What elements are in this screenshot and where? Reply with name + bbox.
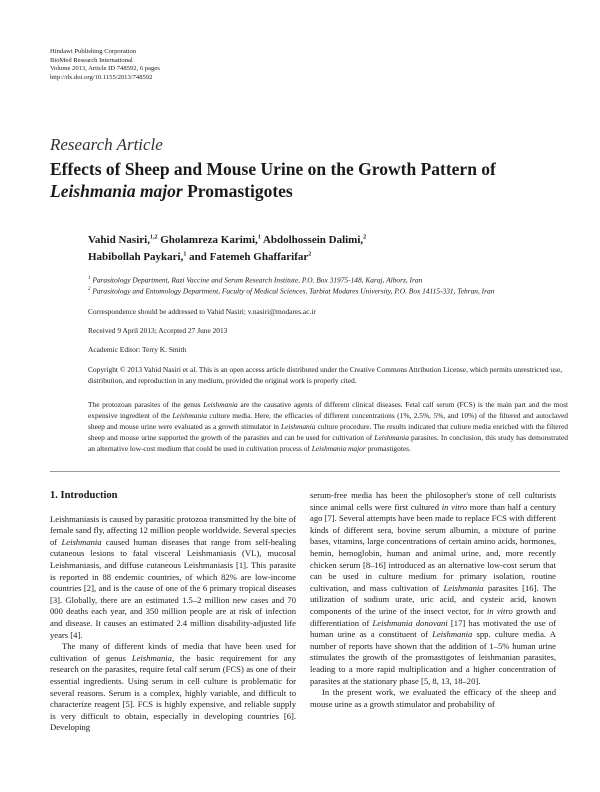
abstract [88, 399, 568, 454]
author-affiliation-sup: 1 [183, 251, 187, 258]
body-italic: Leishmania donovani [372, 617, 448, 628]
body-italic: Leishmania [432, 629, 473, 640]
author-affiliation-sup: 2 [308, 251, 312, 258]
author-name: Abdolhossein Dalimi, [260, 234, 364, 246]
copyright-notice: Copyright © 2013 Vahid Nasiri et al. This is an open access article distributed under the Creative Commons Attribution License, which permits unrestricted use, distribution, and reproduction in any medium, provided the original work is properly cited. [88, 364, 563, 385]
affiliation-number: 1 [88, 276, 91, 281]
body-text: In the present work, we evaluated the efficacy of the sheep and mouse urine as a growth stimulator and probability of [310, 687, 556, 709]
volume-info: Volume 2013, Article ID 748592, 6 pages [50, 65, 160, 73]
body-italic: Leishmania [443, 582, 484, 593]
section-divider [50, 471, 560, 472]
body-italic: in vitro [441, 501, 468, 512]
abstract-italic: Leishmania [203, 399, 238, 409]
body-text: , the basic requirement for any research on the parasites, require fetal calf serum (FCS) as one of their essential ingredients. Using serum in cell culture is problematic for several reasons. Serum is a complex, highly variable, and difficult to characterize reagent [5]. FCS is highly expensive, and reliable supply is very difficult to obtain, especially in developing countries [6]. Developing [50, 652, 296, 733]
journal-name: BioMed Research International [50, 56, 133, 64]
affiliation-number: 2 [88, 287, 91, 293]
title-line-1: Effects of Sheep and Mouse Urine on the Growth Pattern of [50, 159, 496, 179]
front-matter [88, 232, 568, 454]
body-text: [17] has motivated the use of human urine as a constituent of [310, 617, 556, 640]
title-rest: Promastigotes [182, 181, 293, 201]
body-text: serum-free media has been the philosopher's stone of cell culturists since animal cells were first cultured [310, 490, 556, 512]
paragraph [310, 490, 556, 687]
body-italic: Leishmania [131, 652, 172, 663]
publication-info [50, 48, 160, 82]
publisher: Hindawi Publishing Corporation [50, 48, 137, 55]
affiliation [88, 285, 568, 296]
abstract-italic: Leishmania [280, 421, 316, 431]
paragraph [50, 514, 296, 642]
abstract-italic: Leishmania [374, 432, 409, 442]
abstract-text: are the causative agents of different clinical diseases. Fetal calf serum (FCS) is the main part and the most expensive ingredient of the [88, 399, 568, 420]
abstract-text: The protozoan parasites of the genus [88, 399, 204, 409]
paragraph [310, 687, 556, 710]
title-species: Leishmania major [50, 181, 183, 201]
author-name: and Fatemeh Ghaffarifar [186, 251, 309, 263]
affiliation [88, 274, 568, 285]
academic-editor: Academic Editor: Terry K. Smith [88, 344, 187, 354]
author-affiliation-sup: 2 [363, 234, 367, 241]
author-affiliation-sup: 1,2 [149, 234, 158, 241]
abstract-text: parasites. In conclusion, this study has demonstrated an alternative low-cost medium that could be used in cultivation process of [88, 432, 568, 453]
body-text: growth and differentiation of [310, 605, 556, 628]
received-accepted-dates: Received 9 April 2013; Accepted 27 June 2013 [88, 325, 228, 335]
affiliation-text: Parasitology and Entomology Department, Faculty of Medical Sciences, Tarbiat Modares University, P.O. Box 14115-331, Tehran, Iran [90, 286, 495, 296]
author-name: Gholamreza Karimi, [157, 234, 258, 246]
body-text: caused human diseases that range from self-healing cutaneous lesions to fatal visceral Leishmaniasis (VL), mucosal Leishmaniasis, and diffuse cutaneous Leishmaniasis [1]. This parasite is reported in 88 endemic countries, of which 82% are low-income countries [2], and is the cause of one of the 6 primary tropical diseases [3]. Globally, there are an estimated 1.5–2 million new cases and 70 000 deaths each year, and 350 million people are at risk of infection and disease. It causes an estimated 2.4 million disability-adjusted life years [4]. [50, 536, 296, 640]
abstract-text: culture procedure. The results indicated that culture media enriched with the filtered sheep and mouse urine supported the growth of the parasites and can be used for cultivation of [88, 421, 568, 442]
body-column-left [50, 490, 296, 734]
doi-link[interactable]: http://dx.doi.org/10.1155/2013/748592 [50, 73, 153, 81]
section-heading-introduction: 1. Introduction [50, 490, 118, 501]
abstract-italic: Leishmania major [311, 443, 366, 453]
body-column-right [310, 490, 556, 710]
article-type: Research Article [50, 135, 163, 154]
affiliation-text: Parasitology Department, Razi Vaccine and Serum Research Institute, P.O. Box 31975-148, Karaj, Alborz, Iran [90, 275, 423, 285]
paragraph [50, 641, 296, 734]
body-text: Leishmaniasis is caused by parasitic protozoa transmitted by the bite of female sand fly, affecting 12 million people worldwide. Several species of [50, 513, 296, 547]
body-italic: Leishmania [61, 536, 102, 547]
body-text: parasites [16]. The utilization of sodium urate, uric acid, and cysteic acid, known components of the urine of the insect vector, for [310, 582, 556, 616]
abstract-text: culture media. Here, the efficacies of different concentrations (1%, 2.5%, 5%, and 10%) of the filtered and autoclaved sheep and mouse urine were evaluated as a growth stimulator in [88, 410, 569, 431]
article-title [50, 158, 570, 202]
body-text: The many of different kinds of media that have been used for cultivation of genus [50, 641, 296, 663]
correspondence: Correspondence should be addressed to Vahid Nasiri; v.nasiri@modares.ac.ir [88, 306, 316, 316]
body-text: spp. culture media. A number of reports have shown that the addition of 1–5% human urine stimulates the growth of the promastigotes of leishmanian parasites, leading to a more rapid multiplication and a higher concentration of parasites at the stationary phase [5, 8, 13, 18–20]. [310, 629, 557, 686]
author-name: Vahid Nasiri, [88, 234, 150, 246]
body-text: more than half a century ago [7]. Several attempts have been made to replace FCS with different kinds of different sera, bovine serum albumin, a mixture of purine bases, vitamins, large concentrations of certain amino acids, hormones, hemin, hemoglobin, human and animal urine, and, more recently chicken serum [8–16] introduced as an alternative low-cost serum that can be used in culture medium for primary isolation, routine cultivation, and mass cultivation of [310, 501, 557, 593]
title-line-2 [50, 180, 570, 202]
body-italic: in vitro [486, 605, 513, 616]
abstract-text: promastigotes. [365, 443, 411, 453]
author-name: Habibollah Paykari, [88, 251, 184, 263]
author-affiliation-sup: 1 [257, 234, 261, 241]
abstract-italic: Leishmania [172, 410, 207, 420]
author-list [88, 232, 568, 266]
